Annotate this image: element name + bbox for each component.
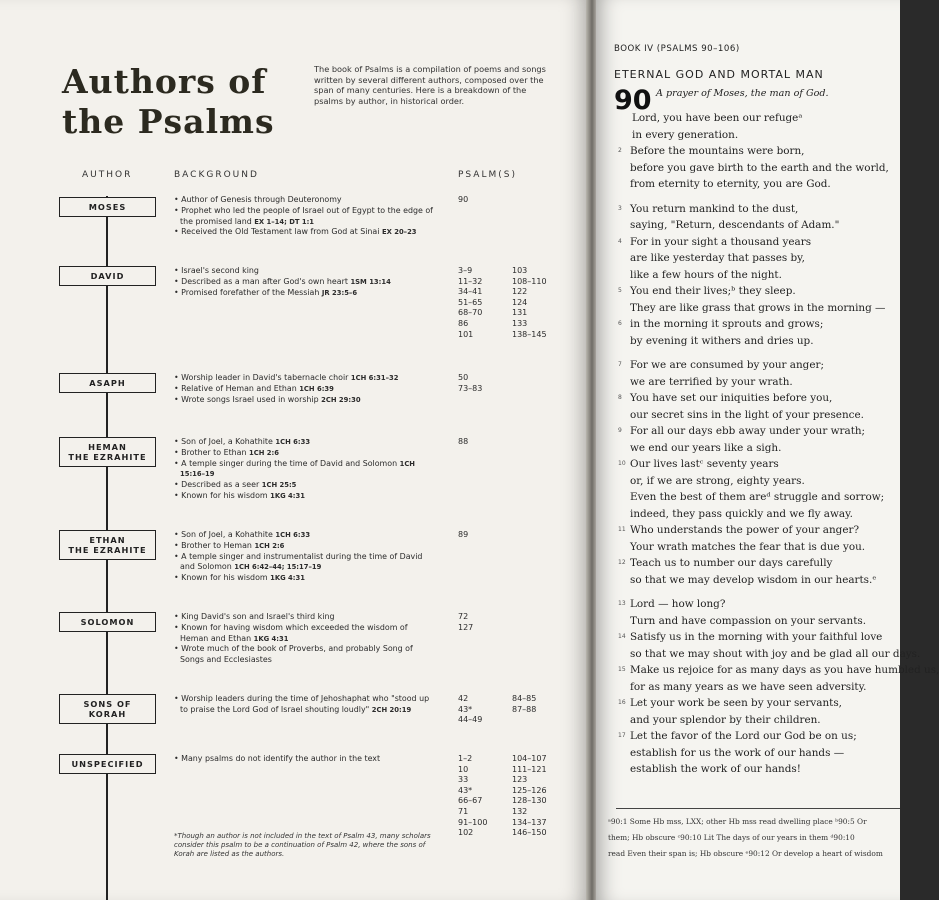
footnote-line: them; Hb obscure ᶜ90:10 Lit The days of our years in them ᵈ90:10: [608, 833, 855, 842]
scripture-ref: EX 20–23: [381, 228, 417, 237]
author-name: KORAH: [88, 709, 127, 719]
background-text: • Known for his wisdom: [174, 573, 271, 583]
column-header-author: AUTHOR: [82, 170, 133, 180]
background-text: • Israel's second king: [174, 266, 259, 275]
scripture-ref: 1KG 4:31: [270, 491, 305, 500]
psalm-range: 51–65: [458, 297, 483, 307]
psalm-range: 10: [458, 764, 469, 774]
psalm-range: 111–121: [512, 764, 547, 774]
footnote-line: ᵃ90:1 Some Hb mss, LXX; other Hb mss read dwelling place ᵇ90:5 Or: [608, 817, 867, 826]
background-item: [174, 395, 434, 406]
verse-line: Even the best of them areᵈ struggle and sorrow;: [630, 491, 885, 503]
background-item: [174, 288, 434, 299]
background-text: • Son of Joel, a Kohathite: [174, 530, 276, 539]
author-name: UNSPECIFIED: [71, 759, 144, 769]
background-text: • Brother to Ethan: [174, 447, 250, 457]
author-box: [59, 373, 156, 393]
psalm-range: 128–130: [512, 796, 547, 806]
author-name: SONS OF: [83, 699, 132, 709]
author-box: [59, 530, 156, 560]
scripture-ref: 1CH 25:5: [261, 481, 297, 490]
psalm-range: 133: [512, 318, 528, 328]
author-name: THE EZRAHITE: [68, 545, 147, 555]
verse-line: in every generation.: [632, 128, 739, 141]
psalm-range: 101: [458, 329, 474, 339]
verse-line: Lord — how long?: [630, 598, 726, 610]
background-text: • Worship leader in David's tabernacle choir: [174, 373, 351, 382]
background-text: • Wrote much of the book of Proverbs, and probably Song of Songs and Ecclesiastes: [174, 644, 413, 665]
scripture-ref: 1CH 6:33: [275, 531, 311, 539]
psalm-range: 44–49: [458, 715, 483, 725]
psalm-range: 103: [512, 266, 528, 275]
background-text: • Described as a seer: [174, 480, 262, 490]
verse-line: Satisfy us in the morning with your faithful love: [630, 631, 883, 643]
psalm-range: 127: [458, 622, 474, 632]
author-background: [174, 266, 434, 298]
psalm-list: [458, 754, 487, 839]
verse-line: before you gave birth to the earth and the world,: [630, 161, 889, 174]
background-item: [174, 541, 434, 552]
background-item: [174, 491, 434, 502]
right-footnotes: [608, 814, 908, 862]
verse-line: Let your work be seen by your servants,: [630, 697, 842, 709]
author-background: [174, 530, 434, 584]
verse-number: 8: [618, 394, 622, 401]
verse-line: or, if we are strong, eighty years.: [630, 474, 805, 487]
psalm-range: 86: [458, 318, 469, 328]
background-text: • Son of Joel, a Kohathite: [174, 437, 276, 446]
psalm-range: 132: [512, 806, 528, 816]
psalm-range: 43*: [458, 704, 473, 714]
verse-number: 3: [618, 204, 622, 212]
background-item: [174, 227, 434, 238]
psalm-list: [458, 266, 482, 340]
background-text: • Author of Genesis through Deuteronomy: [174, 195, 342, 204]
verse-line: and your splendor by their children.: [630, 713, 821, 726]
psalm-list: [458, 437, 468, 448]
background-text: • King David's son and Israel's third king: [174, 612, 335, 621]
psalm-list: [512, 266, 547, 340]
scripture-ref: 1CH 6:39: [299, 384, 334, 393]
background-text: • Described as a man after God's own heart: [174, 276, 351, 286]
psalm-range: 11–32: [458, 276, 483, 286]
verse-line: You end their lives;ᵇ they sleep.: [630, 285, 796, 297]
scripture-ref: 1CH 15:16–19: [180, 459, 415, 479]
column-header-psalms: PSALM(S): [458, 170, 517, 180]
author-box: [59, 437, 156, 467]
author-name: SOLOMON: [80, 617, 135, 627]
author-background: [174, 437, 434, 502]
psalm-range: 123: [512, 775, 528, 785]
verse-line: For in your sight a thousand years: [630, 235, 812, 248]
right-page: [596, 0, 939, 900]
psalm-list: [512, 694, 536, 715]
psalm-range: 131: [512, 308, 528, 318]
verse-number: 17: [618, 732, 626, 739]
scripture-ref: 1CH 6:31–32: [350, 374, 399, 382]
verse-line: Teach us to number our days carefully: [630, 557, 833, 569]
background-text: • Wrote songs Israel used in worship: [174, 394, 322, 404]
background-item: [174, 266, 434, 277]
background-item: [174, 195, 434, 206]
background-text: • A temple singer and instrumentalist during the time of David and Solomon: [174, 551, 423, 572]
scripture-ref: 1SM 13:14: [350, 277, 391, 286]
section-title: ETERNAL GOD AND MORTAL MAN: [614, 68, 824, 81]
verse-line: Make us rejoice for as many days as you have humbled us,: [630, 664, 939, 676]
psalm-range: 125–126: [512, 785, 547, 795]
psalm-range: 88: [458, 437, 469, 446]
verse-line: by evening it withers and dries up.: [630, 334, 814, 347]
verse-number: 10: [618, 460, 626, 467]
background-item: [174, 754, 434, 765]
psalm-range: 91–100: [458, 817, 488, 827]
background-item: [174, 384, 434, 395]
author-background: [174, 195, 434, 238]
verse-line: They are like grass that grows in the morning —: [630, 301, 886, 314]
verse-number: 5: [618, 287, 622, 294]
background-item: [174, 448, 434, 459]
verse-line: Our lives lastᶜ seventy years: [630, 458, 779, 470]
verse-line: in the morning it sprouts and grows;: [630, 318, 824, 330]
author-background: [174, 694, 434, 716]
background-text: • A temple singer during the time of David and Solomon: [174, 458, 400, 468]
author-name: DAVID: [90, 271, 125, 281]
author-name: ETHAN: [89, 535, 126, 545]
running-head: BOOK IV (PSALMS 90–106): [614, 44, 740, 54]
psalm-range: 33: [458, 775, 469, 785]
background-item: [174, 552, 434, 574]
column-header-background: BACKGROUND: [174, 170, 259, 180]
verse-line: establish for us the work of our hands —: [630, 746, 845, 759]
verse-line: we end our years like a sigh.: [630, 441, 782, 454]
psalm-list: [512, 754, 547, 839]
verse-number: 14: [618, 633, 626, 640]
verse-number: 13: [618, 600, 626, 607]
author-box: [59, 754, 156, 774]
verse-line: indeed, they pass quickly and we fly away.: [630, 507, 853, 520]
scripture-ref: EX 1–14; DT 1:1: [254, 217, 315, 226]
background-item: [174, 480, 434, 491]
verse-number: 12: [618, 559, 626, 566]
scripture-ref: 1CH 2:6: [254, 541, 285, 550]
psalm-range: 43*: [458, 785, 473, 795]
verse-line: for as many years as we have seen adversity.: [630, 680, 867, 693]
psalm-range: 122: [512, 287, 528, 297]
psalm-range: 104–107: [512, 754, 547, 763]
background-text: • Brother to Heman: [174, 540, 255, 550]
author-background: [174, 754, 434, 765]
psalm-range: 124: [512, 297, 528, 307]
background-text: • Promised forefather of the Messiah: [174, 287, 322, 297]
psalm-range: 68–70: [458, 308, 483, 318]
footnote-rule: [616, 808, 900, 809]
background-item: [174, 623, 434, 645]
verse-line: Turn and have compassion on your servants.: [630, 614, 867, 627]
verse-number: 2: [618, 147, 622, 154]
background-text: • Relative of Heman and Ethan: [174, 383, 300, 393]
verse-number: 9: [618, 427, 622, 434]
psalm-list: [458, 373, 482, 394]
footnote-line: read Even their span is; Hb obscure ᵉ90:12 Or develop a heart of wisdom: [608, 849, 883, 858]
verse-number: 6: [618, 320, 622, 327]
verse-number: 11: [618, 526, 626, 533]
background-text: • Known for having wisdom which exceeded the wisdom of Heman and Ethan: [174, 622, 408, 643]
scripture-ref: JR 23:5–6: [321, 288, 358, 297]
background-text: • Prophet who led the people of Israel out of Egypt to the edge of the promised land: [174, 205, 433, 226]
author-name: HEMAN: [88, 442, 127, 452]
verse-line: so that we may develop wisdom in our hearts.ᵉ: [630, 573, 877, 586]
verse-line: saying, "Return, descendants of Adam.": [630, 219, 840, 231]
psalm-range: 50: [458, 373, 469, 382]
verse-line: Before the mountains were born,: [630, 145, 805, 157]
background-item: [174, 206, 434, 228]
psalm-list: [458, 195, 468, 206]
scripture-ref: 1CH 6:42–44; 15:17–19: [234, 563, 322, 572]
author-box: [59, 197, 156, 217]
scripture-ref: 1CH 2:6: [249, 448, 279, 457]
psalm-range: 138–145: [512, 329, 547, 339]
verse-line: Your wrath matches the fear that is due you.: [630, 540, 866, 553]
verse-line: You have set our iniquities before you,: [630, 392, 833, 404]
verse-line: we are terrified by your wrath.: [630, 375, 793, 388]
background-item: [174, 612, 434, 623]
verse-line: For all our days ebb away under your wrath;: [630, 425, 866, 437]
psalm-range: 3–9: [458, 266, 473, 275]
psalm-range: 34–41: [458, 287, 483, 297]
verse-line: Let the favor of the Lord our God be on us;: [630, 730, 857, 742]
background-item: [174, 573, 434, 584]
psalm-range: 73–83: [458, 383, 483, 393]
author-box: [59, 266, 156, 286]
author-background: [174, 373, 434, 405]
scripture-ref: 2CH 20:19: [371, 705, 412, 714]
background-item: [174, 530, 434, 541]
verse-line: like a few hours of the night.: [630, 268, 782, 281]
background-item: [174, 459, 434, 481]
verse-line: Who understands the power of your anger?: [630, 524, 860, 536]
background-item: [174, 277, 434, 288]
author-name: MOSES: [88, 202, 127, 212]
psalm-range: 1–2: [458, 754, 473, 763]
psalm-range: 71: [458, 806, 469, 816]
background-text: • Known for his wisdom: [174, 490, 271, 500]
psalm-range: 87–88: [512, 704, 537, 714]
psalm-range: 90: [458, 195, 469, 204]
psalm-range: 146–150: [512, 828, 547, 838]
verse-line: are like yesterday that passes by,: [630, 252, 805, 264]
background-item: [174, 694, 434, 716]
superscription: A prayer of Moses, the man of God.: [656, 88, 829, 99]
psalm-range: 102: [458, 828, 474, 838]
psalm-list: [458, 530, 468, 541]
scripture-ref: 1CH 6:33: [275, 438, 311, 446]
psalm-range: 42: [458, 694, 469, 703]
psalm-list: [458, 612, 473, 633]
verse-line: You return mankind to the dust,: [630, 202, 799, 215]
verse-number: 7: [618, 361, 622, 368]
verse-line: Lord, you have been our refugeᵃ: [632, 112, 803, 124]
author-background: [174, 612, 434, 666]
page-title: Authors of the Psalms: [62, 62, 275, 141]
verse-line: our secret sins in the light of your presence.: [630, 408, 864, 421]
author-box: [59, 612, 156, 632]
psalm-range: 66–67: [458, 796, 483, 806]
psalm-range: 134–137: [512, 817, 547, 827]
verse-line: establish the work of our hands!: [630, 763, 801, 775]
verse-line: from eternity to eternity, you are God.: [630, 178, 831, 190]
background-text: • Received the Old Testament law from God at Sinai: [174, 227, 382, 237]
background-text: • Worship leaders during the time of Jehoshaphat who "stood up to praise the Lord God of Israel shouting loudly": [174, 694, 430, 714]
author-box: [59, 694, 156, 724]
author-name: ASAPH: [89, 378, 126, 388]
background-item: [174, 437, 434, 448]
scripture-ref: 1KG 4:31: [270, 574, 305, 583]
psalm-list: [458, 694, 482, 726]
background-item: [174, 373, 434, 384]
verse-number: 15: [618, 666, 626, 673]
verse-line: so that we may shout with joy and be glad all our days.: [630, 647, 921, 660]
psalm-range: 89: [458, 530, 469, 539]
verse-line: For we are consumed by your anger;: [630, 359, 824, 371]
psalm-range: 72: [458, 612, 469, 621]
psalm-range: 108–110: [512, 276, 547, 286]
scripture-ref: 1KG 4:31: [253, 634, 289, 643]
verse-number: 4: [618, 237, 622, 245]
intro-text: The book of Psalms is a compilation of poems and songs written by several different authors, composed over the span of many centuries. Here is a breakdown of the psalms by author, in historical order.: [314, 64, 546, 106]
scripture-ref: 2CH 29:30: [321, 395, 361, 404]
author-name: THE EZRAHITE: [68, 452, 147, 462]
background-item: [174, 644, 434, 666]
verse-number: 16: [618, 699, 626, 706]
background-text: • Many psalms do not identify the author in the text: [174, 754, 381, 763]
psalm-range: 84–85: [512, 694, 537, 703]
left-footnote: *Though an author is not included in the text of Psalm 43, many scholars consider this psalm to be a continuation of Psalm 42, where the sons of Korah are listed as the authors.: [174, 832, 431, 858]
chapter-number: 90: [614, 85, 652, 116]
